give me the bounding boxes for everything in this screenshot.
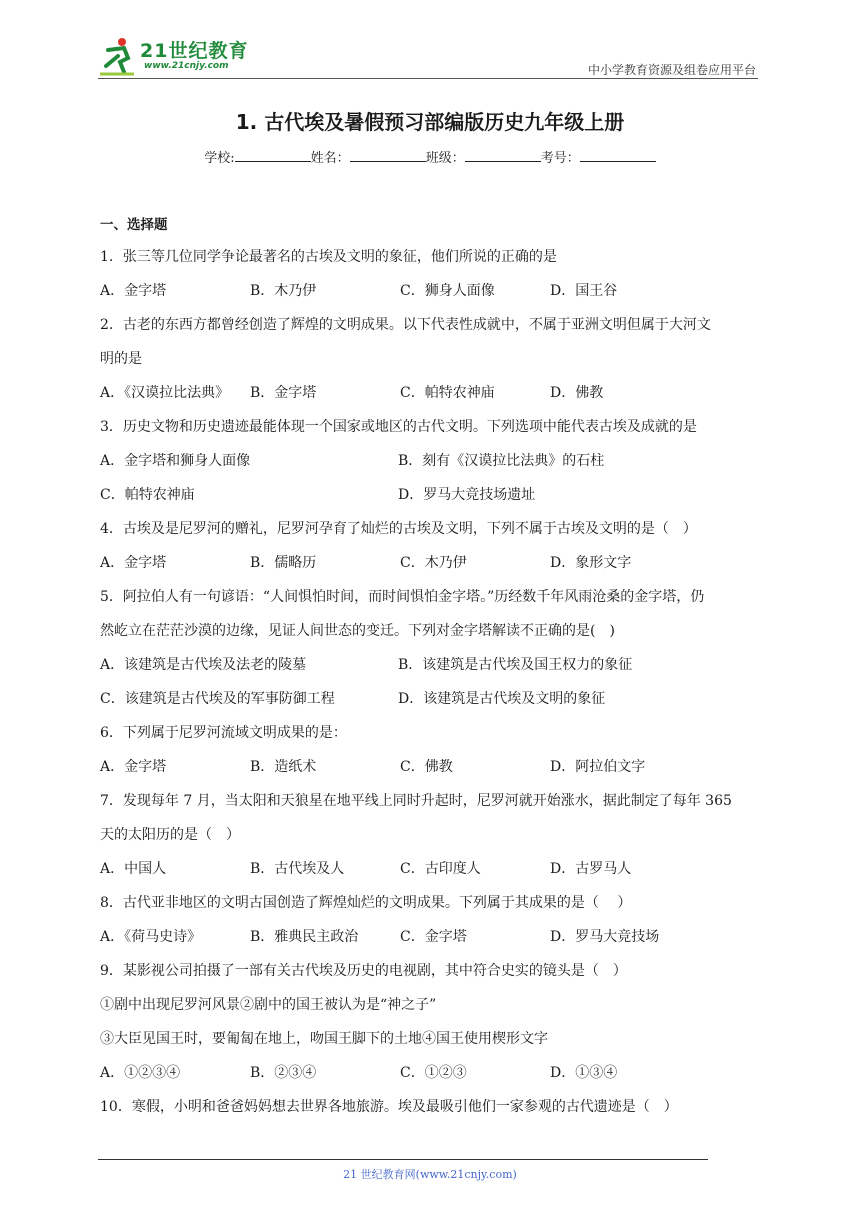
- q7-option-a: A．中国人: [100, 861, 167, 877]
- q9-option-c: C．①②③: [400, 1065, 467, 1081]
- q8-option-a: A．《荷马史诗》: [100, 929, 202, 945]
- q2-option-d: D．佛教: [550, 385, 604, 401]
- q7-option-c: C．古印度人: [400, 861, 481, 877]
- number-blank: [580, 149, 656, 162]
- q7-options: [100, 852, 762, 886]
- q3-option-a: A．金字塔和狮身人面像: [100, 453, 251, 469]
- question-list: [100, 210, 762, 1124]
- q9-option-a: A．①②③④: [100, 1065, 181, 1081]
- q9-option-d: D．①③④: [550, 1065, 618, 1081]
- q2-option-a: A．《汉谟拉比法典》: [100, 385, 230, 401]
- q1-option-b: B．木乃伊: [250, 283, 317, 299]
- school-label: 学校:: [204, 151, 235, 166]
- footer-divider: [98, 1159, 708, 1160]
- q8-option-d: D．罗马大竞技场: [550, 929, 660, 945]
- header-divider: [98, 78, 758, 79]
- q10-stem: 10．寒假，小明和爸爸妈妈想去世界各地旅游。埃及最吸引他们一家参观的古代遗迹是（ ）: [100, 1099, 678, 1115]
- q3-stem: 3．历史文物和历史遗迹最能体现一个国家或地区的古代文明。下列选项中能代表古埃及成就的是: [100, 419, 697, 435]
- q4-option-c: C．木乃伊: [400, 555, 467, 571]
- q4-option-a: A．金字塔: [100, 555, 167, 571]
- section-title: 一、选择题: [100, 217, 168, 233]
- q8-option-c: C．金字塔: [400, 929, 467, 945]
- q8-options: [100, 920, 762, 954]
- q6-option-d: D．阿拉伯文字: [550, 759, 646, 775]
- name-label: 姓名：: [310, 151, 350, 166]
- logo-url: www.21cnjy.com: [144, 61, 229, 71]
- platform-name: 中小学教育资源及组卷应用平台: [587, 63, 756, 77]
- q3-options-row1: [100, 444, 762, 478]
- q7-option-d: D．古罗马人: [550, 861, 632, 877]
- q6-option-b: B．造纸术: [250, 759, 317, 775]
- q9-stem: 9．某影视公司拍摄了一部有关古代埃及历史的电视剧，其中符合史实的镜头是（ ）: [100, 963, 627, 979]
- q4-stem: 4．古埃及是尼罗河的赠礼，尼罗河孕育了灿烂的古埃及文明，下列不属于古埃及文明的是（ ）: [100, 521, 697, 537]
- q4-options: [100, 546, 762, 580]
- q7-stem-cont: 天的太阳历的是（ ）: [100, 827, 240, 843]
- q9-statements-1: ①剧中出现尼罗河风景②剧中的国王被认为是“神之子”: [100, 997, 437, 1013]
- q3-options-row2: [100, 478, 762, 512]
- q6-options: [100, 750, 762, 784]
- runner-logo-icon: [98, 36, 138, 76]
- q1-option-d: D．国王谷: [550, 283, 618, 299]
- q2-option-c: C．帕特农神庙: [400, 385, 495, 401]
- site-logo: [98, 34, 258, 78]
- q9-options: [100, 1056, 762, 1090]
- q2-stem-cont: 明的是: [100, 351, 142, 367]
- q3-option-c: C．帕特农神庙: [100, 487, 195, 503]
- class-label: 班级：: [425, 151, 465, 166]
- q6-stem: 6．下列属于尼罗河流域文明成果的是：: [100, 725, 347, 741]
- q1-options: [100, 274, 762, 308]
- q8-option-b: B．雅典民主政治: [250, 929, 359, 945]
- q4-option-d: D．象形文字: [550, 555, 632, 571]
- q5-option-c: C．该建筑是古代埃及的军事防御工程: [100, 691, 335, 707]
- q9-statements-2: ③大臣见国王时，要匍匐在地上，吻国王脚下的土地④国王使用楔形文字: [100, 1031, 548, 1047]
- q9-option-b: B．②③④: [250, 1065, 317, 1081]
- page-title: 1. 古代埃及暑假预习部编版历史九年级上册: [235, 110, 625, 134]
- q3-option-d: D．罗马大竞技场遗址: [398, 487, 536, 503]
- q5-options-row1: [100, 648, 762, 682]
- logo-text: 21世纪教育: [140, 40, 249, 62]
- q5-options-row2: [100, 682, 762, 716]
- q3-option-b: B．刻有《汉谟拉比法典》的石柱: [398, 453, 605, 469]
- school-blank: [235, 149, 311, 162]
- q5-stem-cont: 然屹立在茫茫沙漠的边缘，见证人间世态的变迁。下列对金字塔解读不正确的是( ): [100, 623, 615, 639]
- q6-option-c: C．佛教: [400, 759, 453, 775]
- name-blank: [350, 149, 426, 162]
- q5-option-a: A．该建筑是古代埃及法老的陵墓: [100, 657, 307, 673]
- q2-option-b: B．金字塔: [250, 385, 317, 401]
- q2-stem: 2．古老的东西方都曾经创造了辉煌的文明成果。以下代表性成就中，不属于亚洲文明但属于大河文: [100, 317, 711, 333]
- q7-option-b: B．古代埃及人: [250, 861, 345, 877]
- q5-option-d: D．该建筑是古代埃及文明的象征: [398, 691, 606, 707]
- number-label: 考号：: [540, 151, 580, 166]
- page-header: [98, 34, 758, 78]
- q5-stem: 5．阿拉伯人有一句谚语：“人间惧怕时间，而时间惧怕金字塔。”历经数千年风雨沧桑的金字塔，仍: [100, 589, 705, 605]
- q6-option-a: A．金字塔: [100, 759, 167, 775]
- page-footer: 21 世纪教育网(www.21cnjy.com): [343, 1168, 517, 1181]
- q2-options: [100, 376, 762, 410]
- q8-stem: 8．古代亚非地区的文明古国创造了辉煌灿烂的文明成果。下列属于其成果的是（ ）: [100, 895, 632, 911]
- q7-stem: 7．发现每年 7 月，当太阳和天狼星在地平线上同时升起时，尼罗河就开始涨水，据此制定了每年 365: [100, 793, 732, 809]
- student-info-row: [0, 147, 860, 166]
- q5-option-b: B．该建筑是古代埃及国王权力的象征: [398, 657, 633, 673]
- q1-option-c: C．狮身人面像: [400, 283, 495, 299]
- q4-option-b: B．儒略历: [250, 555, 317, 571]
- q1-stem: 1．张三等几位同学争论最著名的古埃及文明的象征，他们所说的正确的是: [100, 249, 557, 265]
- q1-option-a: A．金字塔: [100, 283, 167, 299]
- class-blank: [465, 149, 541, 162]
